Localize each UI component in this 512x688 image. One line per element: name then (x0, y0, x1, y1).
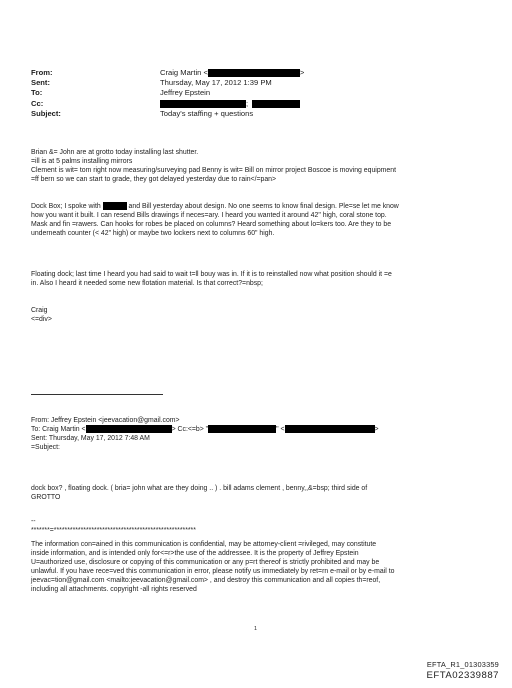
quoted-subject: =Subject: (31, 444, 60, 452)
body-line: =ill is at 5 palms installing mirrors (31, 158, 133, 166)
bates-number-secondary: EFTA02339887 (426, 670, 499, 681)
body-line: dock box? , floating dock. ( bria= john what are they doing .. ) . bill adams clement , benny,,&=bsp; third side of (31, 485, 368, 492)
redaction-bar (160, 98, 249, 108)
redaction-bar (285, 425, 375, 433)
signature-name: Craig (31, 307, 48, 314)
redaction-bar (86, 425, 172, 433)
sent-value: Thursday, May 17, 2012 1:39 PM (160, 78, 272, 88)
quoted-to-part: > Cc:<=b> " (171, 426, 209, 434)
cc-separator: ; (246, 98, 249, 108)
body-line: The information con=ained in this communication is confidential, may be attorney-client =rivileged, may constitute (31, 541, 377, 548)
body-line: how you want it built. I can resend Bills drawings if neces=ary. I heard you wanted it around 42" high, coral stone top. (31, 212, 387, 220)
header-cc-row (31, 99, 471, 109)
body-line: Mask and fin =rawers. Can hooks for robes be placed on columns? Heard something about lo=kers too. Are they to be (31, 221, 392, 229)
subject-value: Today's staffing + questions (160, 108, 254, 118)
subject-label: Subject: (31, 108, 61, 118)
redaction-bar (103, 202, 127, 210)
header-subject-row (31, 109, 471, 119)
body-paragraph-staffing (31, 148, 487, 184)
body-line: Floating dock; last time I heard you had said to wait t=ll bouy was in. If it is to reinstalled now what position should it =e (31, 271, 392, 278)
quoted-sent: Sent: Thursday, May 17, 2012 7:48 AM (31, 435, 150, 443)
signature-separator (31, 517, 487, 535)
to-label: To: (31, 88, 43, 98)
body-line: U=authorized use, disclosure or copying of this communication or any p=rt thereof is strictly prohibited and may be (31, 559, 380, 567)
body-line: inside information, and is intended only for<=r>the use of the addressee. It is the property of Jeffrey Epstein (31, 550, 359, 558)
body-paragraph-floating-dock (31, 270, 487, 288)
body-line: Brian &= John are at grotto today installing last shutter. (31, 149, 199, 156)
quoted-from: From: Jeffrey Epstein <jeevacation@gmail.com> (31, 417, 180, 424)
signature-block (31, 306, 487, 324)
redaction-bar (208, 69, 300, 77)
signature-tag: <=div> (31, 316, 52, 324)
body-line: underneath counter (< 42" high) or maybe two lockers next to columns 60" high. (31, 230, 275, 238)
header-to-row (31, 88, 471, 98)
cc-value (160, 99, 300, 109)
dash-line: -- (31, 518, 36, 525)
body-line: including all attachments. copyright -all rights reserved (31, 586, 197, 594)
quoted-to (31, 425, 487, 434)
body-line-part: Dock Box; I spoke with (31, 203, 101, 210)
body-line: in. Also I heard it needed some new flotation material. Is that correct?=nbsp; (31, 280, 263, 288)
from-close: > (299, 68, 305, 77)
email-header (31, 68, 471, 119)
star-line: *******=***************************************************** (31, 527, 196, 535)
body-line: unlawful. If you have rece=ved this communication in error, please notify us immediately by ret=rn e-mail or by e-mail to (31, 568, 395, 576)
body-line-part: and Bill yesterday about design. No one seems to know final design. Ple=se let me know (128, 203, 399, 210)
header-sent-row (31, 78, 471, 88)
redaction-bar (252, 100, 300, 108)
from-label: From: (31, 68, 53, 77)
to-value: Jeffrey Epstein (160, 88, 211, 98)
body-line (31, 202, 487, 211)
quoted-header (31, 416, 487, 452)
from-name: Craig Martin < (160, 68, 208, 77)
from-value (160, 68, 304, 78)
body-line: GROTTO (31, 494, 61, 502)
confidentiality-disclaimer (31, 540, 487, 595)
body-line: =ff bern so we can start to grade, they got delayed yesterday due to rain</=pan> (31, 176, 277, 184)
sent-label: Sent: (31, 78, 50, 88)
page-number: 1 (254, 626, 258, 632)
body-line: Clement is wit= tom right now measuring/surveying pad Benny is wit= Bill on mirror project Boscoe is moving equipment (31, 167, 396, 175)
quoted-message (31, 484, 487, 502)
quoted-to-part: " < (276, 426, 285, 434)
quoted-to-part: > (374, 426, 379, 434)
quoted-to-part: To: Craig Martin < (31, 426, 86, 434)
bates-number-primary: EFTA_R1_01303359 (426, 660, 499, 669)
body-line: jeevac=tion@gmail.com <mailto:jeevacation@gmail.com> , and destroy this communication and all copies th=reof, (31, 577, 381, 585)
header-from-row (31, 68, 471, 78)
body-paragraph-dock-box (31, 202, 487, 238)
cc-label: Cc: (31, 98, 44, 108)
quote-divider (31, 394, 163, 395)
redaction-bar (208, 425, 276, 433)
